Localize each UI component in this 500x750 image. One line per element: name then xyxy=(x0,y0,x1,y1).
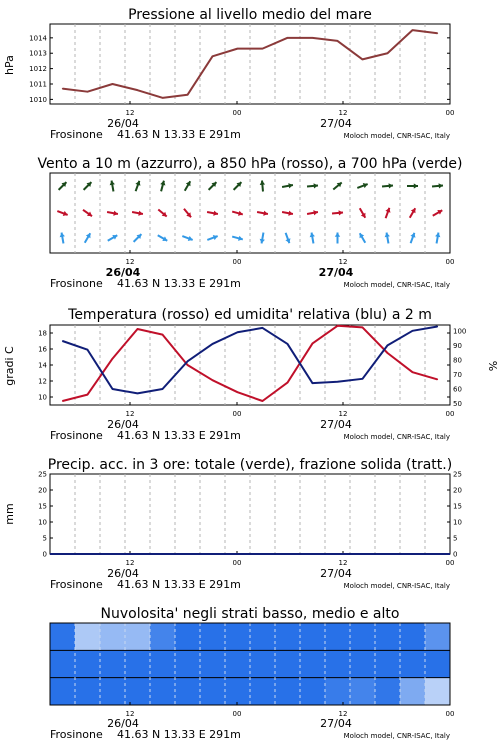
x-tick-label: 00 xyxy=(445,410,455,418)
cloud-cell-basso xyxy=(325,678,351,705)
humidity-line-point xyxy=(212,343,213,344)
pressure-line-point xyxy=(162,97,163,98)
humidity-line-point xyxy=(137,393,138,394)
cloud-cell-medio xyxy=(325,650,351,677)
cloud-cell-alto xyxy=(300,623,326,650)
humidity-line-point xyxy=(87,349,88,350)
x-tick-label: 12 xyxy=(338,109,348,117)
x-tick-label: 12 xyxy=(125,410,135,418)
cloud-cell-basso xyxy=(150,678,176,705)
cloud-cell-medio xyxy=(125,650,151,677)
cloud-cell-basso xyxy=(75,678,101,705)
precipitation-footer xyxy=(50,567,450,591)
cloud-cell-alto xyxy=(50,623,76,650)
temperature-line-point xyxy=(62,400,63,401)
precipitation-panel xyxy=(3,457,462,591)
cloud-cell-alto xyxy=(425,623,451,650)
precipitation-y-axis-right xyxy=(453,471,462,559)
temperature-line-point xyxy=(162,334,163,335)
x-tick-label: 00 xyxy=(445,710,455,718)
x-tick-label: 00 xyxy=(232,710,242,718)
temperature-line-point xyxy=(212,380,213,381)
pressure-line-point xyxy=(337,40,338,41)
cloud-cell-basso xyxy=(100,678,126,705)
location-name: Frosinone xyxy=(50,277,103,290)
humidity-line-point xyxy=(262,327,263,328)
temperature-line-point xyxy=(112,358,113,359)
cloud-cell-medio xyxy=(175,650,201,677)
date-label-2: 27/04 xyxy=(320,418,352,431)
cloud-cell-medio xyxy=(300,650,326,677)
pressure-line-point xyxy=(362,59,363,60)
date-label-2: 27/04 xyxy=(318,266,354,279)
pressure-footer xyxy=(50,117,450,141)
cloud-cell-basso xyxy=(275,678,301,705)
location-coords: 41.63 N 13.33 E 291m xyxy=(117,728,241,741)
cloud-cell-medio xyxy=(100,650,126,677)
y-tick-label: 16 xyxy=(38,345,47,354)
date-label-1: 26/04 xyxy=(107,567,139,580)
y-tick-label: 100 xyxy=(453,327,467,336)
cloud-cell-basso xyxy=(200,678,226,705)
x-tick-label: 00 xyxy=(445,258,455,266)
model-credit: Moloch model, CNR-ISAC, Italy xyxy=(343,732,450,740)
humidity-line-point xyxy=(162,388,163,389)
x-tick-label: 12 xyxy=(125,109,135,117)
pressure-line-point xyxy=(287,37,288,38)
pressure-line-point xyxy=(62,88,63,89)
temperature-line-point xyxy=(237,392,238,393)
pressure-line-point xyxy=(212,56,213,57)
precipitation-ylabel: mm xyxy=(3,503,16,525)
y-tick-label: 20 xyxy=(453,486,462,495)
cloud-cell-alto xyxy=(75,623,101,650)
pressure-line-point xyxy=(112,83,113,84)
temperature-title: Temperatura (rosso) ed umidita' relativa (blu) a 2 m xyxy=(68,307,432,323)
y-tick-label: 25 xyxy=(38,470,47,479)
pressure-line-point xyxy=(412,30,413,31)
temperature-line-point xyxy=(187,364,188,365)
x-tick-label: 12 xyxy=(338,559,348,567)
y-tick-label: 12 xyxy=(38,377,47,386)
wind-footer xyxy=(50,266,450,290)
y-tick-label: 80 xyxy=(453,356,462,365)
y-tick-label: 18 xyxy=(38,329,47,338)
humidity-line-point xyxy=(437,326,438,327)
cloud-cell-medio xyxy=(350,650,376,677)
humidity-line-point xyxy=(387,345,388,346)
location-coords: 41.63 N 13.33 E 291m xyxy=(117,128,241,141)
x-tick-label: 00 xyxy=(232,109,242,117)
location-name: Frosinone xyxy=(50,578,103,591)
temperature-line-point xyxy=(387,352,388,353)
y-tick-label: 14 xyxy=(38,361,47,370)
temperature-ylabel: gradi C xyxy=(3,346,16,386)
x-tick-label: 00 xyxy=(232,410,242,418)
pressure-panel xyxy=(3,7,454,141)
cloud-cell-alto xyxy=(275,623,301,650)
humidity-line-point xyxy=(412,330,413,331)
y-tick-label: 0 xyxy=(453,550,458,559)
cloud-cell-medio xyxy=(225,650,251,677)
cloud-cell-basso xyxy=(250,678,276,705)
y-tick-label: 0 xyxy=(42,550,47,559)
cloud-cell-medio xyxy=(150,650,176,677)
y-tick-label: 15 xyxy=(38,502,47,511)
temperature-line-point xyxy=(137,328,138,329)
x-tick-label: 12 xyxy=(338,410,348,418)
cloud-cell-basso xyxy=(125,678,151,705)
humidity-line-point xyxy=(312,383,313,384)
y-tick-label: 1013 xyxy=(29,49,47,58)
x-tick-label: 00 xyxy=(445,109,455,117)
x-tick-label: 12 xyxy=(125,258,135,266)
pressure-line-point xyxy=(237,48,238,49)
pressure-title: Pressione al livello medio del mare xyxy=(128,7,372,23)
date-label-1: 26/04 xyxy=(105,266,141,279)
humidity-y-axis xyxy=(453,327,466,408)
temperature-line-point xyxy=(362,327,363,328)
humidity-line-point xyxy=(237,332,238,333)
x-tick-label: 12 xyxy=(125,559,135,567)
humidity-ylabel: % xyxy=(486,360,499,372)
x-tick-label: 00 xyxy=(232,258,242,266)
cloud-cell-alto xyxy=(150,623,176,650)
x-tick-label: 00 xyxy=(445,559,455,567)
cloud-footer xyxy=(50,717,450,741)
temperature-line-point xyxy=(287,382,288,383)
cloud-cell-basso xyxy=(400,678,426,705)
cloud-cell-alto xyxy=(200,623,226,650)
cloud-cell-alto xyxy=(400,623,426,650)
model-credit: Moloch model, CNR-ISAC, Italy xyxy=(343,132,450,140)
temperature-line-point xyxy=(412,372,413,373)
cloud-cell-alto xyxy=(125,623,151,650)
date-label-2: 27/04 xyxy=(320,117,352,130)
cloud-cell-medio xyxy=(375,650,401,677)
x-tick-label: 00 xyxy=(232,559,242,567)
x-tick-label: 12 xyxy=(338,258,348,266)
pressure-line-point xyxy=(262,48,263,49)
humidity-line-point xyxy=(362,378,363,379)
temperature-line-point xyxy=(337,325,338,326)
pressure-line-point xyxy=(87,91,88,92)
precipitation-title: Precip. acc. in 3 ore: totale (verde), frazione solida (tratt.) xyxy=(47,457,453,473)
cloud-cell-alto xyxy=(325,623,351,650)
wind-title: Vento a 10 m (azzurro), a 850 hPa (rosso), a 700 hPa (verde) xyxy=(37,156,463,172)
model-credit: Moloch model, CNR-ISAC, Italy xyxy=(343,281,450,289)
y-tick-label: 25 xyxy=(453,470,462,479)
pressure-line-point xyxy=(437,33,438,34)
temperature-line-point xyxy=(312,343,313,344)
cloud-cell-basso xyxy=(350,678,376,705)
cloud-cell-alto xyxy=(375,623,401,650)
y-tick-label: 90 xyxy=(453,341,462,350)
temperature-panel xyxy=(3,307,499,442)
pressure-line-point xyxy=(387,53,388,54)
pressure-ylabel: hPa xyxy=(3,55,16,75)
y-tick-label: 70 xyxy=(453,370,462,379)
cloud-cell-medio xyxy=(50,650,76,677)
location-name: Frosinone xyxy=(50,728,103,741)
cloud-cell-medio xyxy=(400,650,426,677)
model-credit: Moloch model, CNR-ISAC, Italy xyxy=(343,433,450,441)
cloud-cell-medio xyxy=(425,650,451,677)
location-name: Frosinone xyxy=(50,429,103,442)
y-tick-label: 15 xyxy=(453,502,462,511)
humidity-line-point xyxy=(187,361,188,362)
temperature-line-point xyxy=(262,400,263,401)
x-tick-label: 12 xyxy=(125,710,135,718)
cloud-cell-basso xyxy=(175,678,201,705)
model-credit: Moloch model, CNR-ISAC, Italy xyxy=(343,582,450,590)
cloud-cell-medio xyxy=(200,650,226,677)
y-tick-label: 5 xyxy=(453,534,458,543)
humidity-line-point xyxy=(287,343,288,344)
date-label-2: 27/04 xyxy=(320,717,352,730)
y-tick-label: 10 xyxy=(38,393,47,402)
date-label-2: 27/04 xyxy=(320,567,352,580)
cloud-cell-alto xyxy=(250,623,276,650)
location-coords: 41.63 N 13.33 E 291m xyxy=(117,277,241,290)
temperature-footer xyxy=(50,418,450,442)
cloud-cell-alto xyxy=(225,623,251,650)
y-tick-label: 1010 xyxy=(29,95,47,104)
y-tick-label: 50 xyxy=(453,400,462,409)
cloud-cell-basso xyxy=(425,678,451,705)
date-label-1: 26/04 xyxy=(107,117,139,130)
x-tick-label: 12 xyxy=(338,710,348,718)
temperature-line-point xyxy=(437,379,438,380)
cloud-cell-basso xyxy=(375,678,401,705)
cloud-cell-alto xyxy=(100,623,126,650)
cloud-cell-alto xyxy=(175,623,201,650)
cloud-cell-medio xyxy=(250,650,276,677)
y-tick-label: 10 xyxy=(453,518,462,527)
location-name: Frosinone xyxy=(50,128,103,141)
wind-panel xyxy=(37,156,462,290)
cloud-cell-alto xyxy=(350,623,376,650)
pressure-line-point xyxy=(187,94,188,95)
y-tick-label: 5 xyxy=(42,534,47,543)
y-tick-label: 1014 xyxy=(29,34,47,43)
cloud-cell-basso xyxy=(300,678,326,705)
y-tick-label: 10 xyxy=(38,518,47,527)
location-coords: 41.63 N 13.33 E 291m xyxy=(117,429,241,442)
cloud-cell-medio xyxy=(75,650,101,677)
location-coords: 41.63 N 13.33 E 291m xyxy=(117,578,241,591)
y-tick-label: 1012 xyxy=(29,65,47,74)
cloud-title: Nuvolosita' negli strati basso, medio e alto xyxy=(100,606,400,622)
pressure-line-point xyxy=(137,90,138,91)
cloud-cell-medio xyxy=(275,650,301,677)
pressure-line-point xyxy=(312,37,313,38)
date-label-1: 26/04 xyxy=(107,717,139,730)
y-tick-label: 20 xyxy=(38,486,47,495)
cloud-cell-basso xyxy=(50,678,76,705)
date-label-1: 26/04 xyxy=(107,418,139,431)
humidity-line-point xyxy=(337,381,338,382)
y-tick-label: 60 xyxy=(453,385,462,394)
humidity-line-point xyxy=(62,340,63,341)
temperature-line-point xyxy=(87,394,88,395)
humidity-line-point xyxy=(112,388,113,389)
cloud-panel xyxy=(50,606,454,741)
cloud-cell-basso xyxy=(225,678,251,705)
y-tick-label: 1011 xyxy=(29,80,47,89)
